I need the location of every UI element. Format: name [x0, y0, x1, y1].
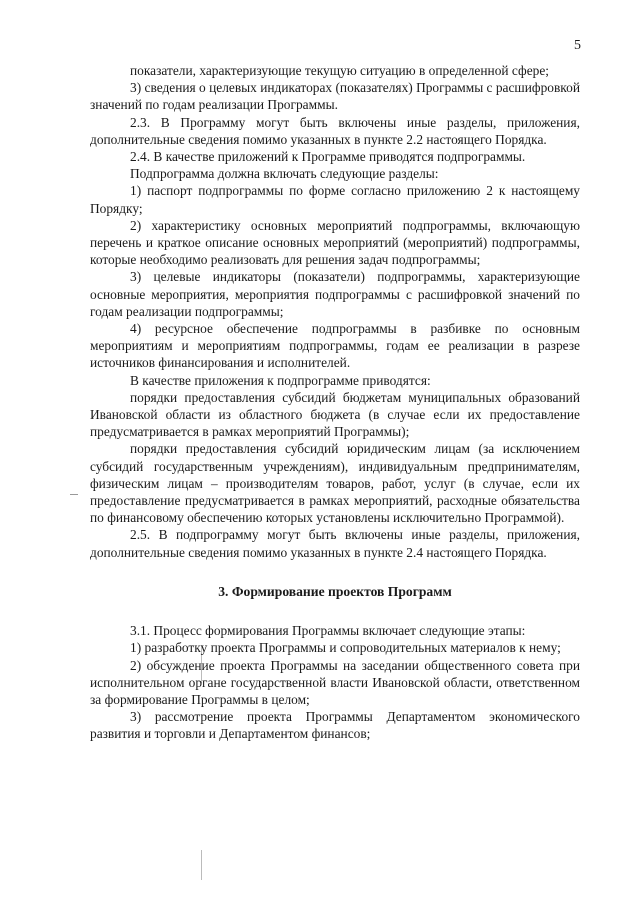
paragraph: 3) целевые индикаторы (показатели) подпрограммы, характеризующие основные мероприятия, мероприятия подпрограммы с расшифровкой значений по годам реализации подпрограммы;: [90, 269, 580, 319]
paragraph: В качестве приложения к подпрограмме приводятся:: [130, 372, 431, 388]
paragraph: 4) ресурсное обеспечение подпрограммы в разбивке по основным мероприятиям и мероприятиям подпрограммы, годам ее реализации в разрезе источников финансирования и исполнителей.: [90, 321, 580, 371]
margin-mark: [70, 494, 78, 495]
paragraph: порядки предоставления субсидий бюджетам муниципальных образований Ивановской области из областного бюджета (в случае если их предоставление предусматривается в рамках мероприятий Программы);: [90, 389, 580, 440]
page-number: 5: [574, 38, 581, 53]
paragraph: 2) обсуждение проекта Программы на заседании общественного совета при исполнительном органе государственной власти Ивановской области, ответственном за формирование Программы в целом;: [90, 657, 580, 707]
document-body: [90, 62, 580, 743]
paragraph: 3.1. Процесс формирования Программы включает следующие этапы:: [130, 623, 526, 639]
paragraph: порядки предоставления субсидий юридическим лицам (за исключением субсидий государственным учреждениям), индивидуальным предпринимателям, физическим лицам – производителям товаров, работ, услуг (в случае, если их предоставление предусматривается в рамках мероприятий, расходные обязательства по финансовому обеспечению которых установлены исключительно Программой).: [90, 441, 580, 526]
paragraph: Подпрограмма должна включать следующие разделы:: [130, 166, 439, 182]
section-heading: 3. Формирование проектов Программ: [218, 583, 452, 599]
paragraph: 1) разработку проекта Программы и сопроводительных материалов к нему;: [130, 640, 561, 656]
paragraph: 2.3. В Программу могут быть включены иные разделы, приложения, дополнительные сведения помимо указанных в пункте 2.2 настоящего Порядка.: [90, 114, 580, 147]
paragraph: показатели, характеризующие текущую ситуацию в определенной сфере;: [130, 63, 549, 78]
paragraph: 3) рассмотрение проекта Программы Департаментом экономического развития и торговли и Департаментом финансов;: [90, 709, 580, 742]
margin-mark: [201, 850, 202, 880]
paragraph: 2) характеристику основных мероприятий подпрограммы, включающую перечень и краткое описание основных мероприятий (мероприятий) подпрограммы, которые необходимо реализовать для решения задач подпрограммы;: [90, 217, 580, 268]
paragraph: 2.5. В подпрограмму могут быть включены иные разделы, приложения, дополнительные сведения помимо указанных в пункте 2.4 настоящего Порядка.: [90, 527, 580, 560]
paragraph: 2.4. В качестве приложений к Программе приводятся подпрограммы.: [130, 149, 526, 165]
paragraph: 1) паспорт подпрограммы по форме согласно приложению 2 к настоящему Порядку;: [90, 183, 580, 216]
paragraph: 3) сведения о целевых индикаторах (показателях) Программы с расшифровкой значений по годам реализации Программы.: [90, 80, 580, 113]
